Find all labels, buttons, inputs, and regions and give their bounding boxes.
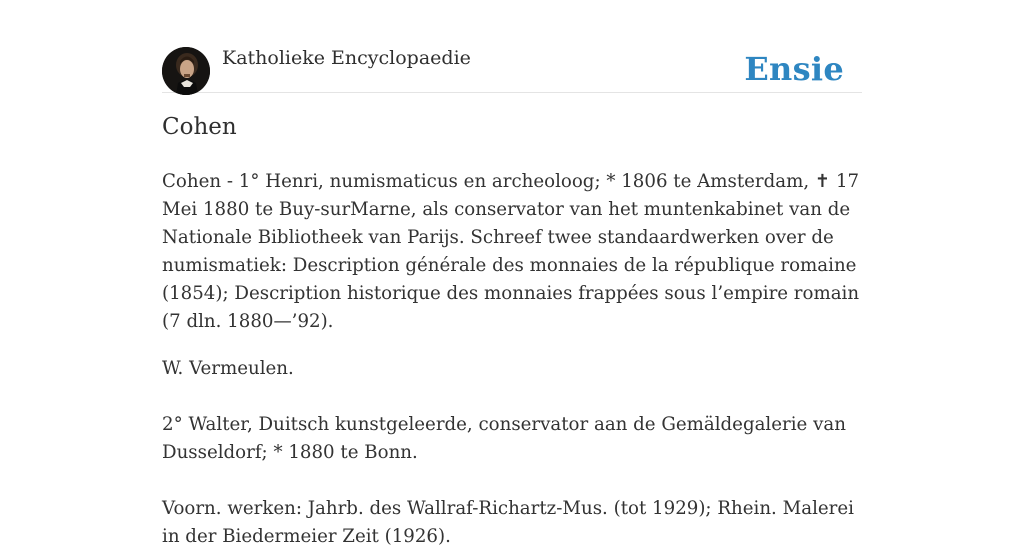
spacer — [162, 467, 862, 495]
paragraph-works: Voorn. werken: Jahrb. des Wallraf-Richartz-Mus. (tot 1929); Rhein. Malerei in der Biedermeier Zeit (1926). — [162, 498, 854, 547]
site-title[interactable]: Katholieke Encyclopaedie — [222, 47, 471, 69]
page-title: Cohen — [162, 114, 237, 140]
paragraph-henri: Cohen - 1° Henri, numismaticus en archeoloog; * 1806 te Amsterdam, ✝ 17 Mei 1880 te Buy-surMarne, als conservator van het muntenkabinet van de Nationale Bibliotheek van Parijs. Schreef twee standaardwerken over de numismatiek: Description générale des monnaies de la république romaine (1854); Description historique des monnaies frappées sous l’empire romain (7 dln. 1880—’92). — [162, 171, 860, 332]
article-body — [162, 168, 862, 551]
portrait-avatar-image — [162, 47, 210, 95]
site-header — [162, 44, 862, 93]
page-container — [162, 0, 862, 547]
paragraph-walter: 2° Walter, Duitsch kunstgeleerde, conservator aan de Gemäldegalerie van Dusseldorf; * 1880 te Bonn. — [162, 414, 846, 463]
ensie-logo[interactable]: Ensie — [744, 50, 844, 88]
spacer — [162, 383, 862, 411]
author-signature: W. Vermeulen. — [162, 358, 294, 379]
portrait-avatar-icon[interactable] — [162, 47, 210, 95]
